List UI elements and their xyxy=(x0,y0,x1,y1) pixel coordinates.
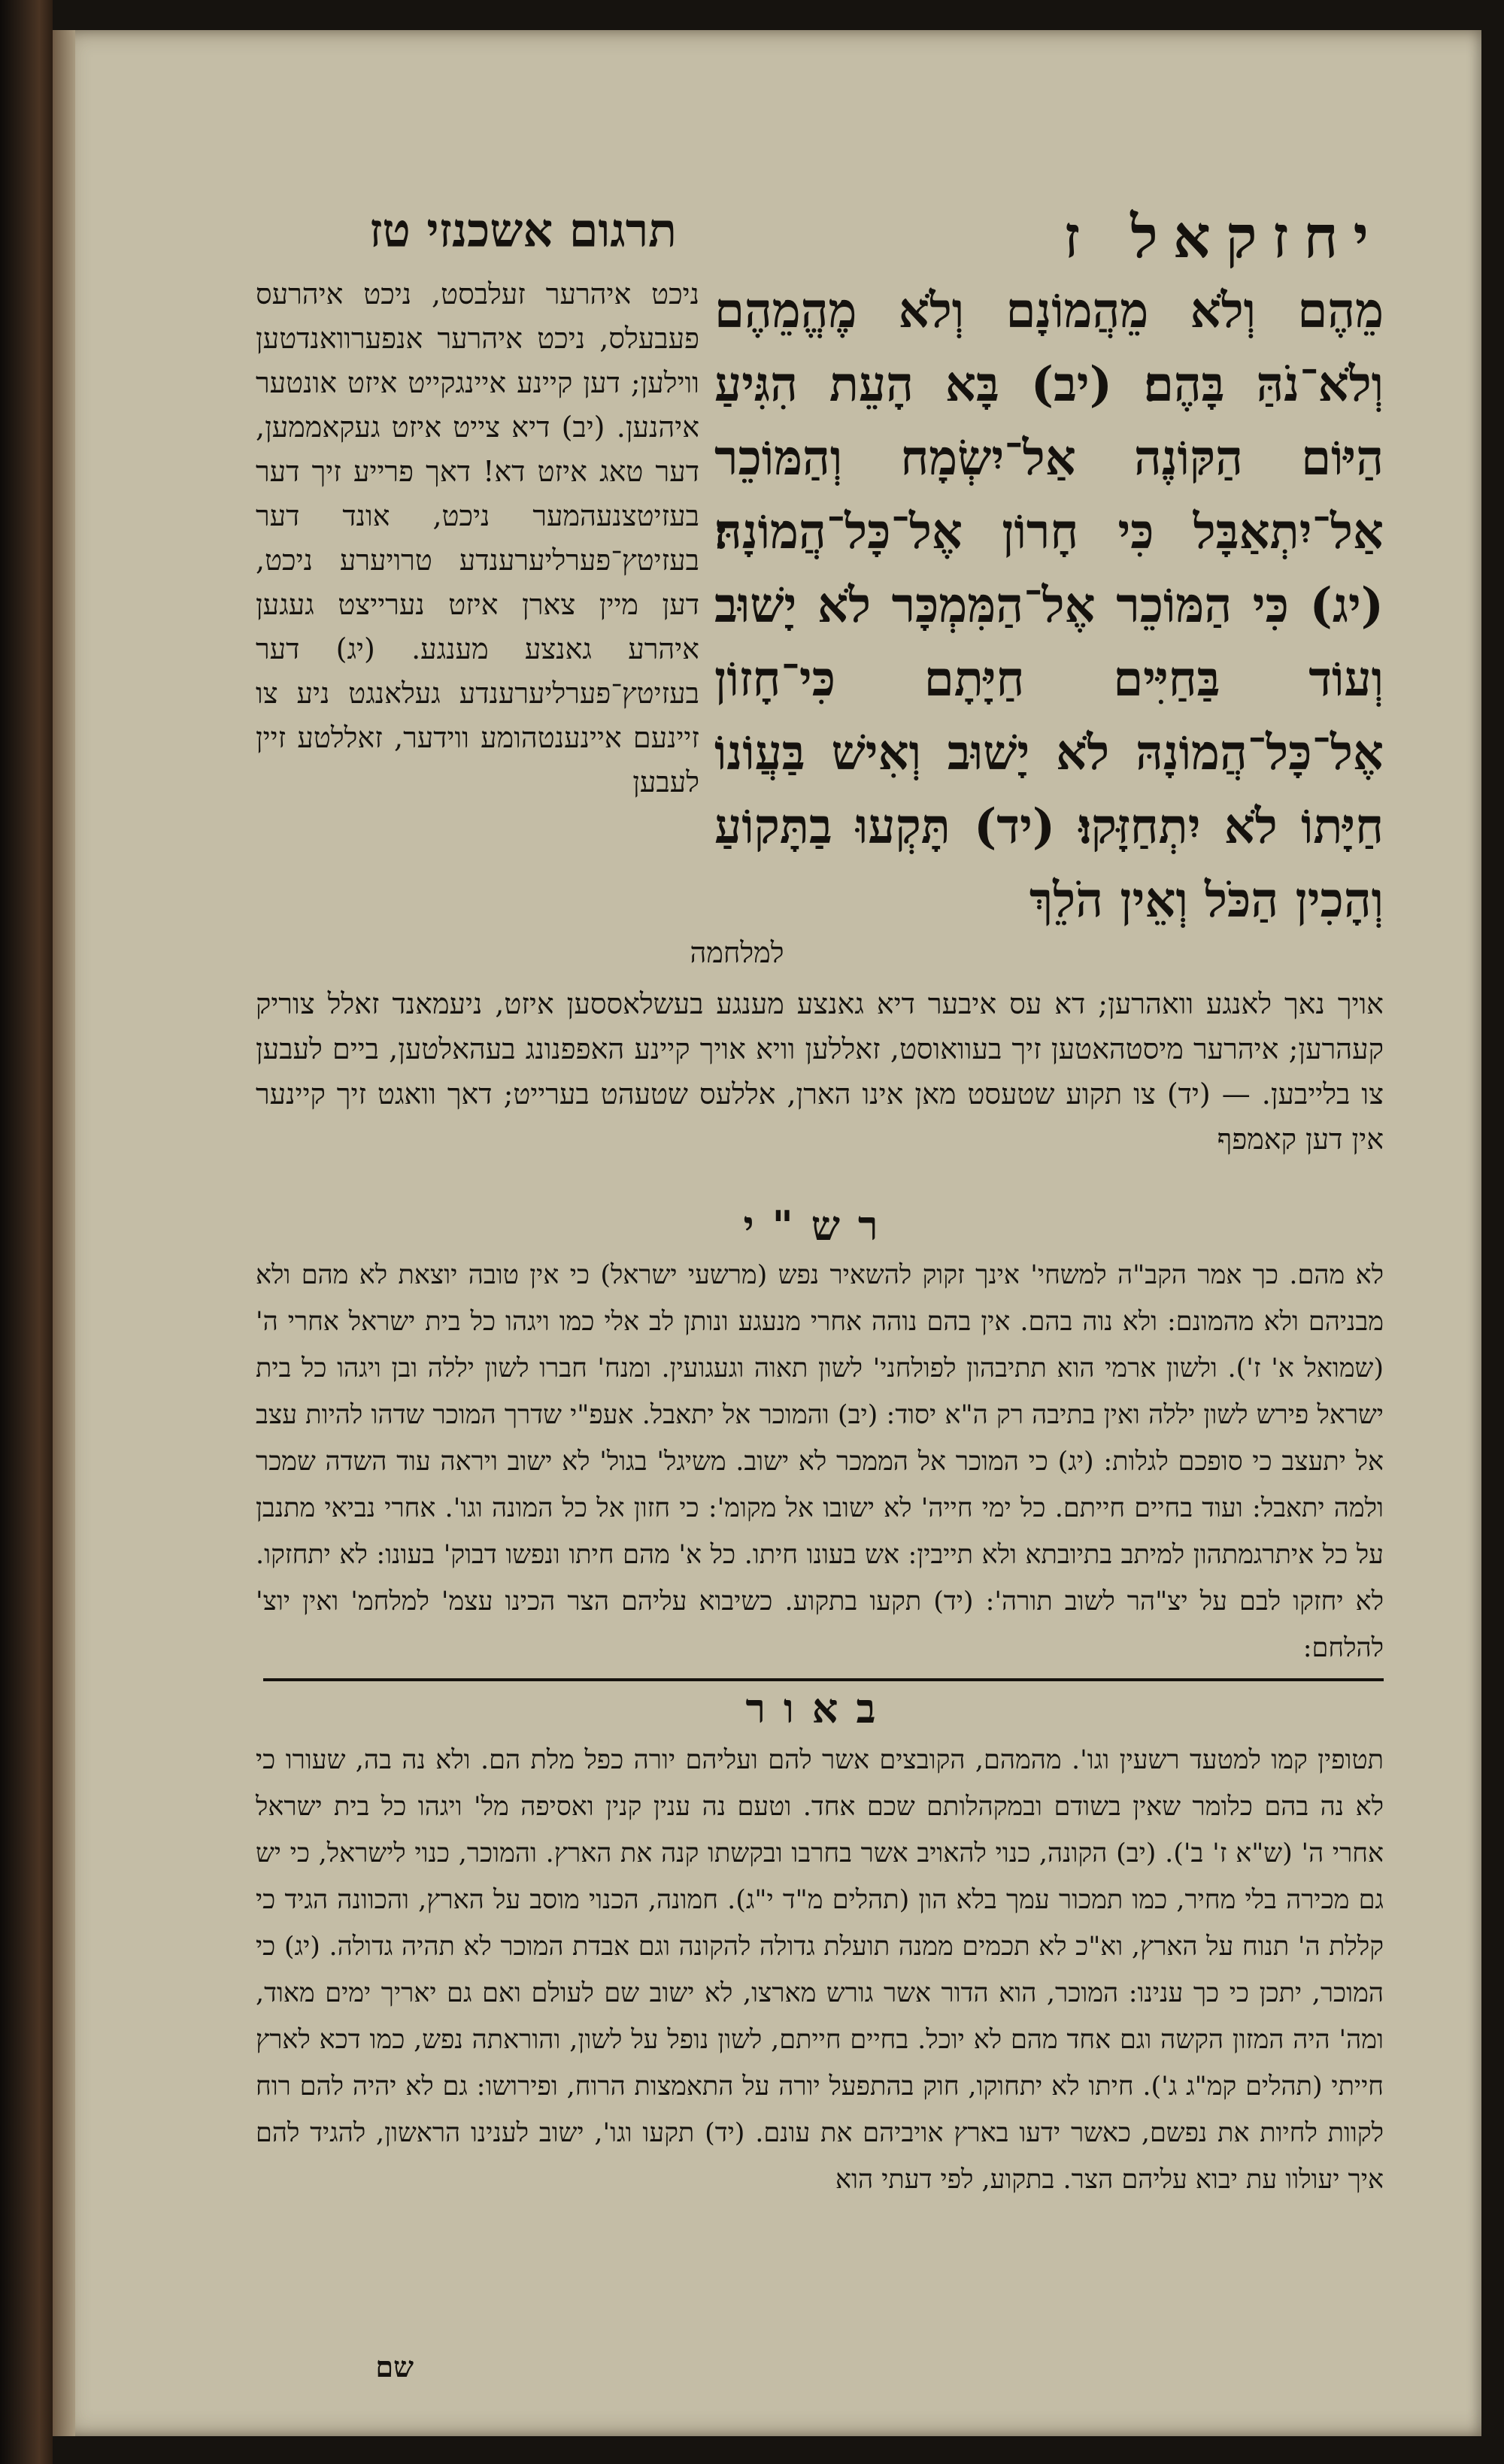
translation-continuation xyxy=(256,981,1384,1207)
section-divider xyxy=(263,1678,1384,1681)
signature-mark: שם xyxy=(375,2350,414,2384)
translation-continuation-text: אויך נאך לאנגע וואהרען; דא עס איבער דיא גאנצע מענגע בעשלאססען איזט, ניעמאנד זאלל צוריק קעהרען; איהרער מיסטהאטען זיך בעוואוסט, זאללען וויא אויך קיינע האפפנונג בעהאלטען, ביים לעבען צו בלייבען. — (יד) צו תקוע שטעסט מאן אינו הארן, אללעס שטעהט בערייט; דאך וואגט זיך קיינער אין דען קאמפף xyxy=(256,987,1384,1156)
running-head-book: יחזקאל ז xyxy=(1063,203,1384,271)
translation-column-text: ניכט איהרער זעלבסט, ניכט איהרעס פעבעלס, ניכט איהרער אנפערוואנדטען ווילען; דען קיינע איינגקייט איזט אונטער איהנען. (יב) דיא צייט איזט געקאממען, דער טאג איזט דא! דאך פרייע זיך דער בעזיטצנעהמער ניכט, אונד דער בעזיטץ־פערליערענדע טרויערע ניכט, דען מיין צארן איזט נערייצט געגען איהרע גאנצע מענגע. (יג) דער בעזיטץ־פערליערענדע געלאנגט ניע צו זיינעם איינענטהומע ווידער, זאללטע זיין לעבען xyxy=(256,277,699,799)
catchword: למלחמה xyxy=(690,936,784,969)
rashi-text: לא מהם. כך אמר הקב"ה למשחי' אינך זקוק להשאיר נפש (מרשעי ישראל) כי אין טובה יוצאת לא מהם ולא מבניהם ולא מהמונם: ולא נוה בהם. אין בהם נוהה אחרי מנעגע ונותן לב אלי כמו ויגהו כל בית ישראל אחרי ה' (שמואל א' ז'). ולשון ארמי הוא תתיבהון לפולחני' לשון תאוה וגעגועין. ומנח' חברו לשון יללה ובן ויגהו כל בית ישראל פירש לשון יללה ואין בתיבה רק ה"א יסוד: (יב) והמוכר אל יתאבל. אעפ"י שדרך המוכר שדהו להיות עצב אל יתעצב כי סופכם לגלות: (יג) כי המוכר אל הממכר לא ישוב. משיגל' בגול' לא ישוב ויראה עוד השדה שמכר ולמה יתאבל: ועוד בחיים חייתם. כל ימי חייה' לא ישובו אל מקומ': כי חזון אל כל המונה וגו'. אחרי נביאי מתנבן על כל איתרגמתהון למיתב בתיובתא ולא תייבין: אש בעונו חיתו. כל א' מהם חיתו ונפשו דבוק' בעונו: לא יתחזקו. לא יחזקו לבם על יצ"הר לשוב תורה': (יד) תקעו בתקוע. כשיבוא עליהם הצר הכינו עצמ' למלחמ' ואין יוצ' להלחם: xyxy=(256,1260,1384,1663)
translation-column xyxy=(256,272,699,994)
biur-commentary xyxy=(256,1737,1384,2203)
biur-heading: באור xyxy=(745,1684,894,1732)
rashi-commentary xyxy=(256,1252,1384,1673)
running-head-translation: תרגום אשכנזי טז xyxy=(369,203,677,258)
book-spine xyxy=(0,0,53,2464)
hebrew-verses: מֵהֶם וְלֹא מֵהֲמוֹנָם וְלֹא מֶהֱמֵהֶם וְלֹא־נֹהַּ בָּהֶם׃ (יב) בָּא הָעֵת הִגִּיעַ הַיּוֹם הַקּוֹנֶה אַל־יִשְׂמָח וְהַמּוֹכֵר אַל־יִתְאַבָּל כִּי חָרוֹן אֶל־כָּל־הֲמוֹנָהּ׃ (יג) כִּי הַמּוֹכֵר אֶל־הַמִּמְכָּר לֹא יָשׁוּב וְעוֹד בַּחַיִּים חַיָּתָם כִּי־חָזוֹן אֶל־כָּל־הֲמוֹנָהּ לֹא יָשׁוּב וְאִישׁ בַּעֲוֹנוֹ חַיָּתוֹ לֹא יִתְחַזָּקוּ׃ (יד) תָּקְעוּ בַתָּקוֹעַ וְהָכִין הַכֹּל וְאֵין הֹלֵךְ xyxy=(714,283,1384,929)
page-gutter-shadow xyxy=(53,30,75,2436)
rashi-heading: רש"י xyxy=(743,1202,896,1250)
biur-text: תטופין קמו למטעד רשעין וגו'. מהמהם, הקובצים אשר להם ועליהם יורה כפל מלת הם. ולא נה בה, שעורו כי לא נה בהם כלומר שאין בשודם ובמקהלותם שכם אחד. וטעם נה ענין קנין ואסיפה מל' ויגהו כל בית ישראל אחרי ה' (ש"א ז' ב'). (יב) הקונה, כנוי להאויב אשר בחרבו ובקשתו קנה את הארץ. והמוכר, כנוי לישראל, כי יש גם מכירה בלי מחיר, כמו תמכור עמך בלא הון (תהלים מ"ד י"ג). חמונה, הכנוי מוסב על הארץ, והכוונה הגיד כי קללת ה' תנוח על הארץ, וא"כ לא תכמים ממנה תועלת גדולה להקונה וגם אבדת המוכר לא תהיה גדולה. (יג) כי המוכר, יתכן כי כך ענינו: המוכר, הוא הדור אשר גורש מארצו, לא ישוב שם לעולם ואם גם יאריך ימים מאוד, ומה' היה המזון הקשה וגם אחד מהם לא יוכל. בחיים חייתם, לשון נופל על לשון, והוראתה נפש, כמו דכא לארץ חייתי (תהלים קמ"ג ג'). חיתו לא יתחוקו, חוק בהתפעל יורה על התאמצות הרוח, ופירושו: גם לא יהיה להם רוח לקוות לחיות את נפשם, כאשר ידעו בארץ אויביהם את עונם. (יד) תקעו וגו', ישוב לענינו הראשון, להגיד להם איך יעולוו עת יבוא עליהם הצר. בתקוע, לפי דעתי הוא xyxy=(256,1745,1384,2195)
hebrew-scripture-text xyxy=(714,274,1384,1026)
